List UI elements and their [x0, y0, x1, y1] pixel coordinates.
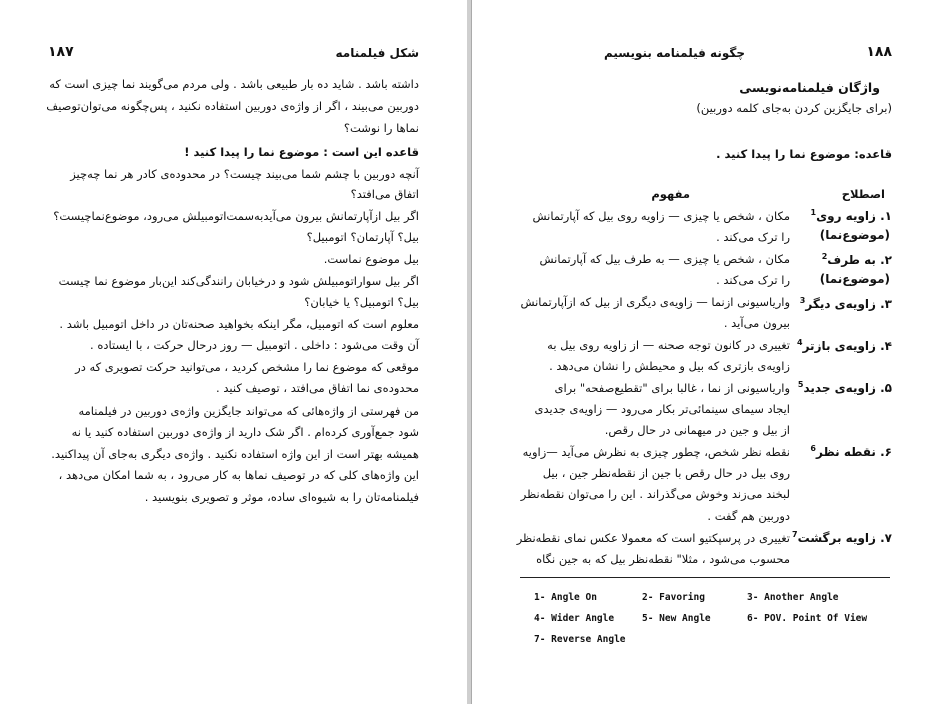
meaning-line: لبخند می‌زند وخوش می‌گذراند . این را می‌توان نقطه‌نظر: [520, 487, 790, 501]
term-new-angle: ۵. زاویه‌ی جدید$^5$: [797, 380, 892, 395]
right-running-head: چگونه فیلمنامه بنویسیم: [603, 46, 745, 60]
term-another-angle: ۳. زاویه‌ی دیگر$^3$: [799, 296, 892, 311]
term-favoring: ۲. به طرف$^2$: [821, 252, 892, 267]
meaning-line: مکان ، شخص یا چیزی — به طرف بیل که آپارتمانش: [539, 252, 790, 266]
left-line: معلوم است که اتومبیل، مگر اینکه بخواهید صحنه‌تان در داخل اتومبیل باشد .: [59, 317, 419, 331]
left-line: این واژه‌های کلی که در توصیف نماها به کار می‌رود ، به شما امکان می‌دهد ،: [58, 468, 419, 482]
meaning-line: دوربین هم گفت .: [707, 509, 790, 523]
left-line: محدوده‌ی نما اتفاق می‌افتد ، توصیف کنید .: [216, 381, 419, 395]
meaning-line: مکان ، شخص یا چیزی — زاویه روی بیل که آپارتمانش: [532, 209, 790, 223]
footnote: 6- POV. Point Of View: [747, 613, 868, 624]
left-page-number: ۱۸۷: [48, 44, 74, 60]
meaning-line: زاویه‌ی بازتری که بیل و محیطش را نشان می‌دهد .: [549, 359, 790, 373]
left-line: بیل موضوع نماست.: [323, 252, 419, 266]
left-line: داشته باشد . شاید ده بار طبیعی باشد . ولی مردم می‌گویند نما چیزی است که: [49, 77, 419, 91]
meaning-line: از بیل و جین در میهمانی در حال رقص.: [604, 423, 790, 437]
left-line: دوربین می‌بیند ، اگر از واژه‌ی دوربین استفاده نکنید ، پس‌چگونه می‌توان‌توصیف: [46, 99, 419, 113]
right-page: [471, 0, 939, 704]
term-pov: ۶. نقطه نظر$^6$: [810, 444, 892, 459]
left-line: آنچه دوربین با چشم شما می‌بیند چیست؟ در محدوده‌ی کادر هر نما چه‌چیز: [70, 167, 419, 181]
left-line: آن وقت می‌شود : داخلی . اتومبیل — روز درحال حرکت ، با ایستاده .: [90, 338, 419, 352]
left-line: فیلمنامه‌تان را به شیوه‌ای ساده، موثر و تصویری بنویسید .: [144, 490, 419, 504]
section-title: واژگان فیلمنامه‌نویسی: [739, 80, 880, 95]
left-line: اگر بیل سوار‌اتومبیلش شود و درخیابان رانندگی‌کند این‌بار موضوع نما چیست: [58, 274, 419, 288]
term-wider-angle: ۴. زاویه‌ی بازتر$^4$: [797, 338, 892, 353]
left-running-head: شکل فیلمنامه: [335, 46, 419, 60]
footnote: 7- Reverse Angle: [534, 634, 626, 645]
right-page-number: ۱۸۸: [866, 44, 892, 60]
footnote: 1- Angle On: [534, 592, 597, 603]
col-meaning-header: مفهوم: [651, 187, 690, 201]
left-line: همیشه بهتر است از این واژه استفاده نکنید . واژه‌ی دیگری به‌جای آن پیدا‌کنید.: [51, 447, 419, 461]
term-angle-on: ۱. زاویه روی$^1$: [810, 208, 892, 223]
meaning-line: محسوب می‌شود ، مثلا" نقطه‌نظر بیل که به جین نگاه: [536, 552, 790, 566]
meaning-line: تغییری در پرسپکتیو است که معمولا عکس نمای نقطه‌نظر: [516, 531, 790, 545]
meaning-line: را ترک می‌کند .: [716, 273, 790, 287]
meaning-line: تغییری در کانون توجه صحنه — از زاویه روی بیل به: [547, 338, 790, 352]
rule-line: قاعده: موضوع نما را پیدا کنید .: [716, 147, 892, 161]
footnote: 3- Another Angle: [747, 592, 839, 603]
footnote: 2- Favoring: [642, 592, 705, 603]
meaning-line: بیرون می‌آید .: [723, 316, 790, 330]
left-line: من فهرستی از واژه‌هائی که می‌تواند جایگزین واژه‌ی دوربین در فیلمنامه: [78, 404, 419, 418]
left-line: موقعی که موضوع نما را مشخص کردید ، می‌توانید حرکت تصویری که در: [75, 360, 419, 374]
left-page: [0, 0, 468, 704]
left-line: بیل؟ اتومبیل؟ یا خیابان؟: [304, 295, 419, 309]
term-reverse-angle: ۷. زاویه برگشت$^7$: [792, 530, 892, 545]
col-term-header: اصطلاح: [841, 187, 885, 201]
meaning-line: واریاسیونی ازنما — زاویه‌ی دیگری از بیل که ازآپارتمانش: [520, 295, 790, 309]
left-rule-line: قاعده این است : موضوع نما را پیدا کنید !: [184, 145, 419, 159]
meaning-line: نقطه نظر شخص، چطور چیزی به نظرش می‌آید —زاویه: [522, 445, 790, 459]
left-line: بیل؟ آپارتمان؟ اتومبیل؟: [306, 230, 419, 244]
left-line: شود جمع‌آوری کرده‌ام . اگر شک دارید از واژه‌ی دوربین استفاده کنید یا نه: [71, 425, 419, 439]
footnote: 5- New Angle: [642, 613, 711, 624]
term-angle-on-sub: (موضوع‌نما): [819, 228, 890, 242]
meaning-line: را ترک می‌کند .: [716, 230, 790, 244]
left-line: اگر بیل ازآپارتمانش بیرون می‌آید‌به‌سمت‌اتومبیلش می‌رود، موضوع‌نماچیست؟: [53, 209, 419, 223]
footnote-divider: [520, 577, 890, 578]
meaning-line: روی بیل در حال رقص با جین از نقطه‌نظر جین ، بیل: [542, 466, 790, 480]
section-subtitle: (برای جایگزین کردن به‌جای کلمه دوربین): [696, 101, 892, 115]
meaning-line: ایجاد سیمای سینمائی‌تر بکار می‌رود — زاویه‌ی جدیدی: [534, 402, 790, 416]
left-line: نماها را نوشت؟: [343, 121, 419, 135]
meaning-line: واریاسیونی از نما ، غالبا برای "تقطیع‌صفحه" برای: [554, 381, 790, 395]
footnote: 4- Wider Angle: [534, 613, 615, 624]
left-line: اتفاق می‌افتد؟: [350, 187, 419, 201]
term-favoring-sub: (موضوع‌نما): [819, 272, 890, 286]
